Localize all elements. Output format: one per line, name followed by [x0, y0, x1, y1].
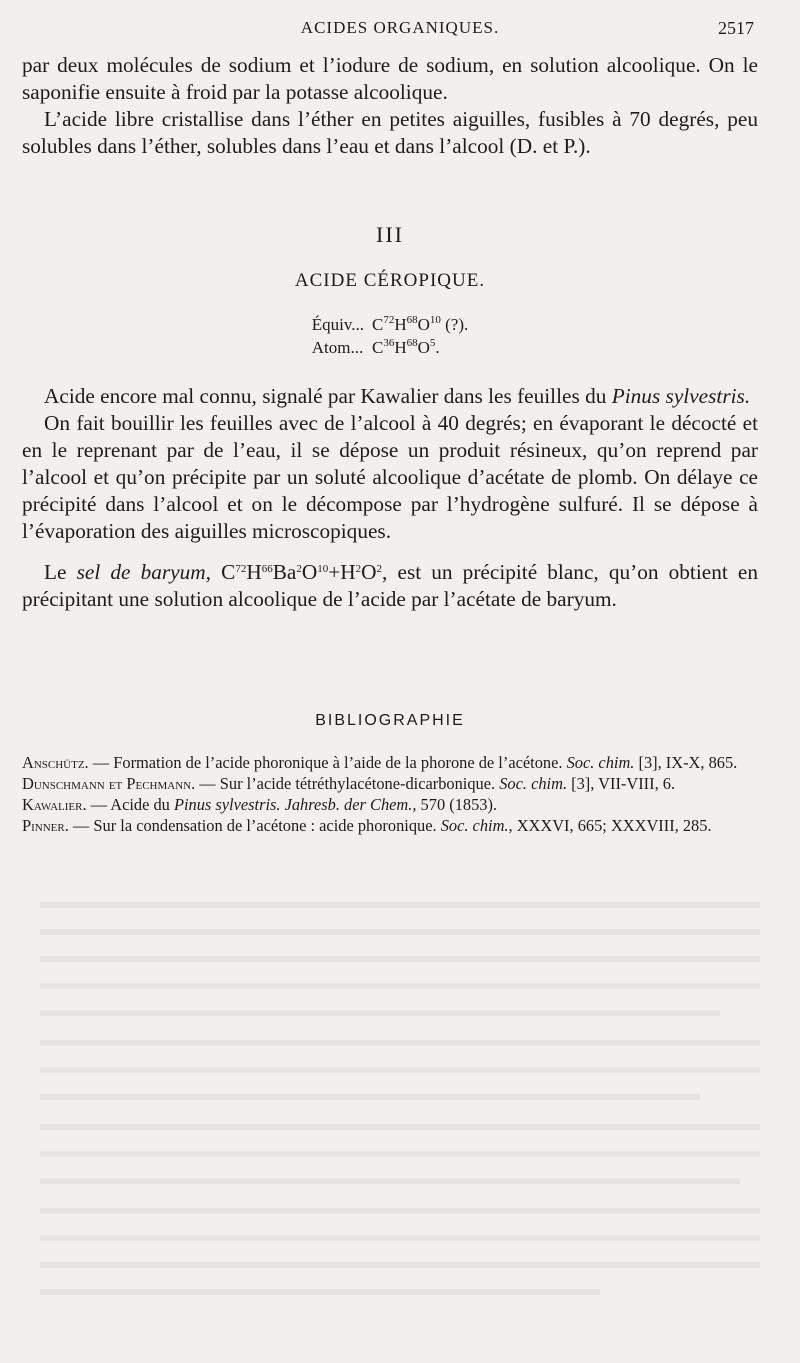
intro-paragraph-1: par deux molécules de sodium et l’iodure de sodium, en solution alcoolique. On le saponifie ensuite à froid par la potasse alcoolique.	[22, 53, 758, 104]
reference-source: Soc. chim.	[499, 774, 568, 793]
atom-o-count: 5	[429, 337, 436, 349]
paragraph-kawalier-text: Acide encore mal connu, signalé par Kawalier dans les feuilles du	[44, 384, 612, 408]
reference-kawalier	[22, 794, 758, 815]
reference-text: — Sur la condensation de l’acétone : acide phoronique.	[68, 816, 441, 835]
atom-row	[309, 337, 472, 358]
atom-formula: $C^{36}H^{68}O^5$.	[371, 337, 440, 357]
reference-author: Kawalier.	[22, 795, 87, 814]
reference-tail: 570 (1853).	[416, 795, 498, 814]
equiv-label: Équiv...	[311, 315, 364, 334]
equiv-o-count: 10	[429, 314, 441, 326]
intro-block	[22, 52, 758, 160]
barium-salt-term: sel de baryum,	[76, 560, 211, 584]
section-header	[22, 222, 758, 248]
reference-dunschmann	[22, 773, 758, 794]
bibliography-header	[22, 712, 758, 730]
equiv-note: (?).	[445, 315, 469, 334]
reference-source: Pinus sylvestris. Jahresb. der Chem.,	[173, 795, 417, 814]
section-title: ACIDE CÉROPIQUE.	[294, 270, 486, 291]
equiv-row	[309, 314, 472, 335]
paragraph-kawalier	[22, 383, 758, 410]
equiv-h-count: 68	[406, 314, 418, 326]
reference-author: Dunschmann et Pechmann.	[22, 774, 196, 793]
reference-anschutz	[22, 752, 758, 773]
reference-tail: [3], VII-VIII, 6.	[567, 774, 676, 793]
intro-paragraph-2: L’acide libre cristallise dans l’éther en petites aiguilles, fusibles à 70 degrés, peu solubles dans l’éther, solubles dans l’eau et dans l’alcool (D. et P.).	[22, 107, 758, 158]
barium-formula: $C^{72}H^{66}Ba^2O^{10}+H^2O^2$	[221, 560, 383, 584]
main-block	[22, 383, 758, 613]
atom-label: Atom...	[311, 338, 364, 357]
barium-description: , est un précipité blanc, qu’on obtient en précipitant une solution alcoolique de l’acide par l’acétate de baryum.	[22, 560, 758, 611]
reference-source: Soc. chim.,	[440, 816, 513, 835]
atom-c-count: 36	[383, 337, 395, 349]
reference-text: — Acide du	[86, 795, 174, 814]
reference-pinner	[22, 815, 758, 836]
reference-author: Anschütz.	[22, 753, 89, 772]
reference-source: Soc. chim.	[566, 753, 635, 772]
reference-author: Pinner.	[22, 816, 69, 835]
equiv-c-count: 72	[383, 314, 395, 326]
bibliography-list	[22, 752, 758, 836]
paragraph-method: On fait bouillir les feuilles avec de l’alcool à 40 degrés; en évaporant le décocté et en le reprenant par de l’eau, il se dépose un produit résineux, qu’on reprend par l’alcool et qu’on précipite par un soluté alcoolique d’acétate de plomb. On délaye ce précipité dans l’alcool et on le décompose par l’hydrogène sulfuré. Il se dépose à l’évaporation des aiguilles microscopiques.	[22, 411, 758, 543]
page-header	[0, 16, 800, 40]
section-number: III	[376, 222, 404, 247]
formula-block	[22, 312, 758, 360]
bibliography-title: BIBLIOGRAPHIE	[315, 712, 465, 729]
formula-table	[307, 312, 474, 360]
atom-h-count: 68	[406, 337, 418, 349]
equiv-formula: $C^{72}H^{68}O^{10}$ (?).	[371, 314, 469, 334]
page-number: 2517	[718, 18, 754, 38]
barium-lead-in: Le	[44, 560, 77, 584]
reference-text: — Formation de l’acide phoronique à l’aide de la phorone de l’acétone.	[88, 753, 567, 772]
reference-tail: XXXVI, 665; XXXVIII, 285.	[512, 816, 712, 835]
reference-tail: [3], IX-X, 865.	[634, 753, 738, 772]
reference-text: — Sur l’acide tétréthylacétone-dicarbonique.	[195, 774, 500, 793]
pinus-sylvestris-term: Pinus sylvestris.	[611, 384, 751, 408]
paragraph-barium-salt	[22, 559, 758, 613]
running-title: ACIDES ORGANIQUES.	[300, 18, 500, 37]
section-title-wrap	[22, 270, 758, 292]
